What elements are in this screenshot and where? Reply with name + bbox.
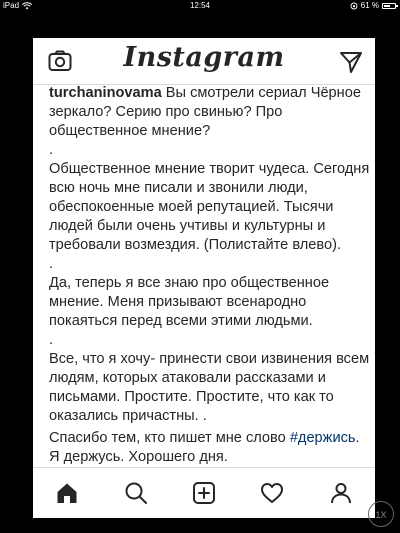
battery-fill [384,5,390,7]
caption-last-paragraph [49,429,371,467]
search-icon[interactable] [124,481,148,505]
caption-paragraph: Общественное мнение творит чудеса. Сегодня всю ночь мне писали и звонили люди, обеспокоенные моей репутацией. Тысячи людей были очень учтивы и культурны и требовали возмездия. (Полистайте влево). [49,161,374,253]
caption-separator: . [49,332,54,348]
post-username[interactable]: turchaninovama [49,85,162,101]
add-post-icon[interactable] [192,481,216,505]
battery-percent: 61 % [360,1,379,10]
home-icon[interactable] [55,481,79,505]
app-header [33,38,375,85]
nav-add[interactable] [191,480,217,506]
battery-icon [382,3,396,9]
caption-separator: . [49,142,54,158]
status-time: 12:54 [189,1,211,10]
instagram-logo: Instagram [123,42,285,73]
caption-paragraph: Да, теперь я все знаю про общественное мнение. Меня призывают всенародно покаяться перед всеми этими людьми. [49,275,334,329]
caption-text: . Я держусь. Хорошего дня. [49,430,364,465]
caption-text: Спасибо тем, кто пишет мне слово [49,430,290,446]
status-bar [0,0,400,12]
heart-icon[interactable] [260,481,284,505]
post-caption [49,84,374,467]
profile-icon[interactable] [329,481,353,505]
caption-paragraph: Все, что я хочу- принести свои извинения всем людям, которых атаковали рассказами и письмами. Простите. Простите, что как то оказались причастны. . [49,351,374,424]
nav-search[interactable] [123,480,149,506]
nav-activity[interactable] [259,480,285,506]
caption-separator: . [49,256,54,272]
status-right [350,0,396,12]
caption-first-paragraph [49,84,371,141]
zoom-1x-button[interactable]: 1X [368,501,394,527]
device-label: iPad [3,1,20,10]
nav-home[interactable] [54,480,80,506]
nav-profile[interactable] [328,480,354,506]
send-icon[interactable] [339,50,363,74]
instagram-app [33,38,375,518]
orientation-lock-icon [350,2,358,10]
bottom-nav [33,467,375,518]
hashtag-link[interactable]: #держись [289,430,356,446]
caption-text: Вы смотрели сериал Чёрное зеркало? Серию про свинью? Про общественное мнение? [49,85,366,139]
